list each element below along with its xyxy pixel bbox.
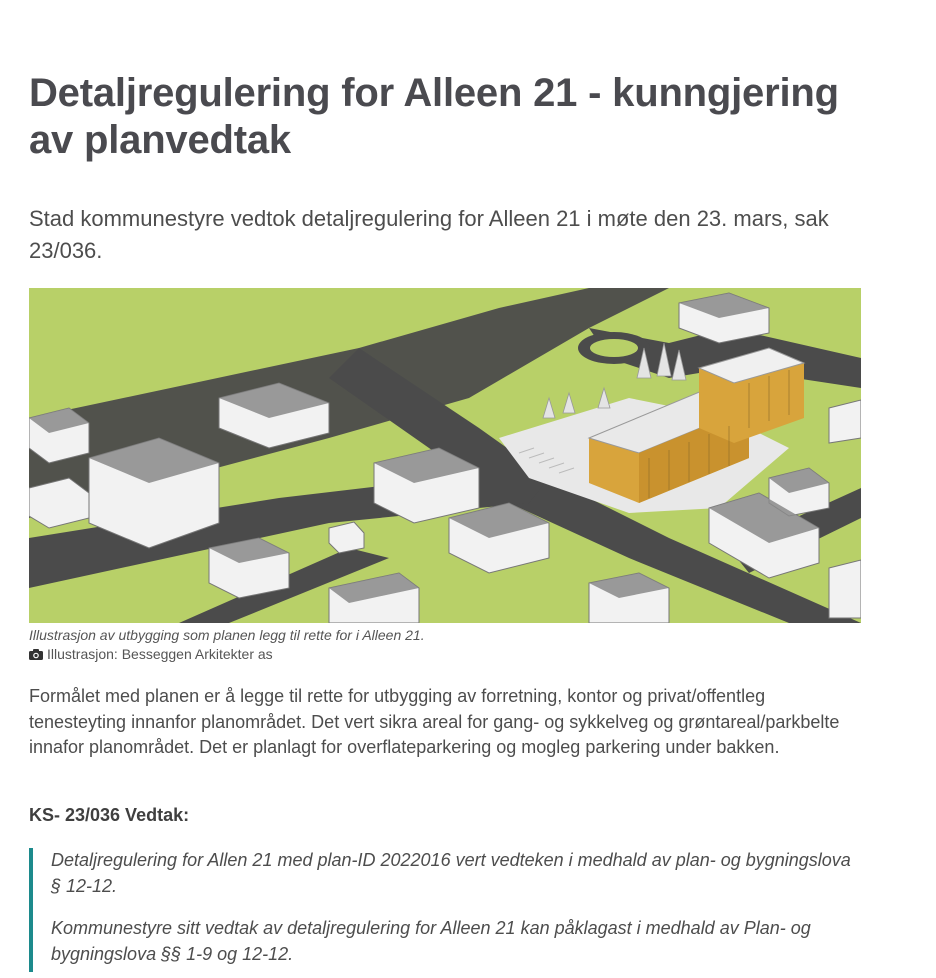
- page-title: Detaljregulering for Alleen 21 - kunngjering av planvedtak: [29, 71, 839, 162]
- figure-caption: Illustrasjon av utbygging som planen legg til rette for i Alleen 21.: [29, 627, 425, 643]
- vedtak-paragraph-1: Detaljregulering for Allen 21 med plan-ID 2022016 vert vedteken i medhald av plan- og bygningslova § 12-12.: [51, 850, 851, 896]
- vedtak-heading: KS- 23/036 Vedtak:: [29, 805, 190, 825]
- vedtak-paragraph-2: Kommunestyre sitt vedtak av detaljregulering for Alleen 21 kan påklagast i medhald av Plan- og bygningslova §§ 1-9 og 12-12.: [51, 918, 811, 964]
- lead-paragraph: Stad kommunestyre vedtok detaljregulering for Alleen 21 i møte den 23. mars, sak 23/036.: [29, 206, 829, 263]
- vedtak-blockquote: [29, 848, 861, 972]
- body-paragraph: Formålet med planen er å legge til rette for utbygging av forretning, kontor og privat/offentleg tenesteyting innanfor planområdet. Det vert sikra areal for gang- og sykkelveg og grøntareal/parkbelte innafor planområdet. Det er planlagt for overflateparkering og mogleg parkering under bakken.: [29, 686, 840, 757]
- credit-text: Illustrasjon: Besseggen Arkitekter as: [47, 646, 273, 662]
- figure-credit: [29, 645, 273, 663]
- illustration-image: [29, 288, 861, 623]
- camera-icon: [29, 649, 43, 660]
